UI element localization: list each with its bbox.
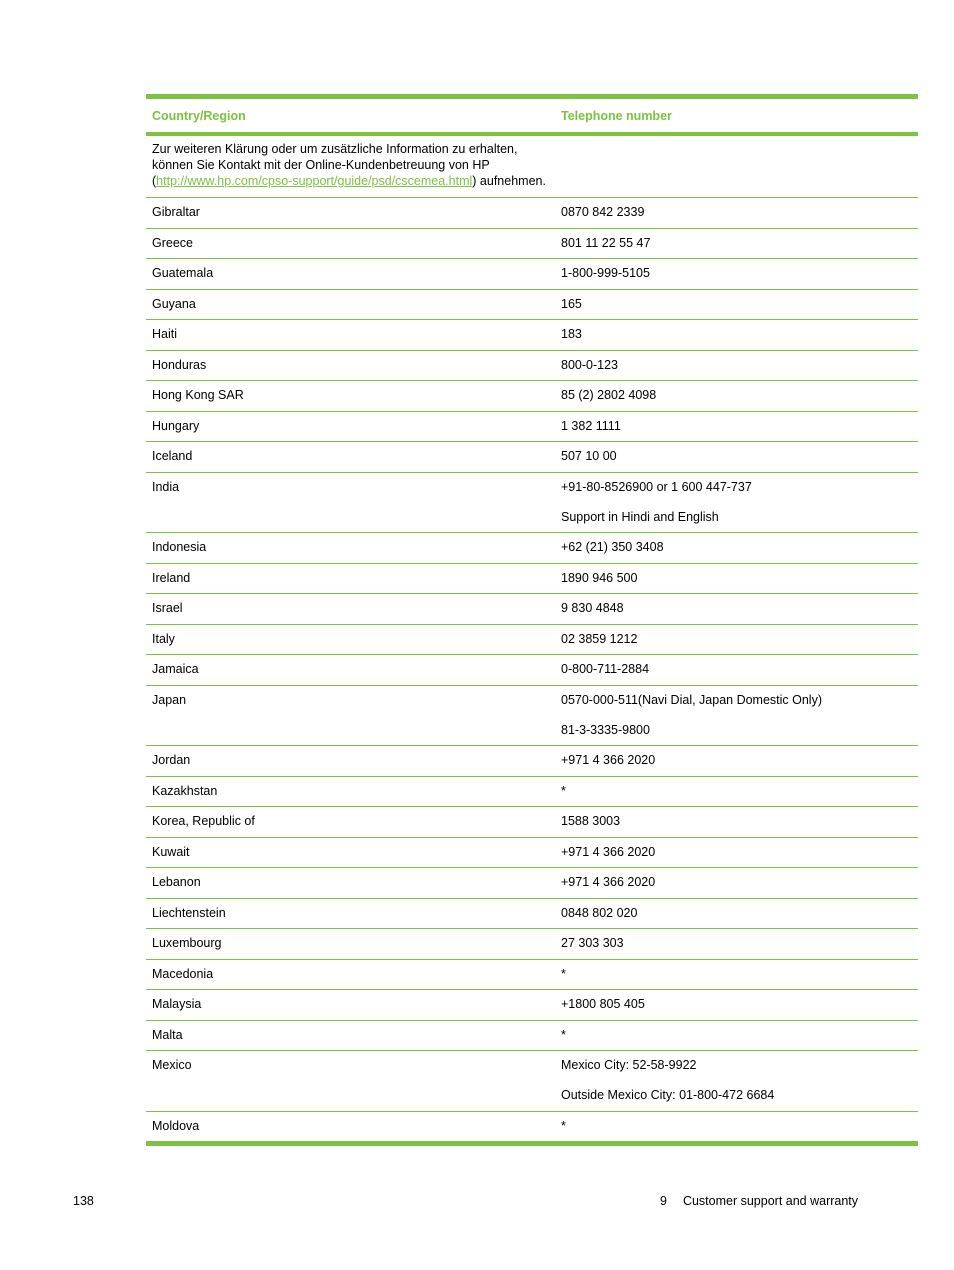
phone-cell: [555, 533, 918, 563]
country-cell: Japan: [152, 692, 187, 707]
chapter-number: 9: [660, 1194, 667, 1208]
phone-line: 507 10 00: [561, 449, 617, 463]
table-row: [146, 625, 918, 656]
support-phone-table: [146, 94, 918, 1146]
page-number: 138: [73, 1194, 94, 1208]
table-row: [146, 229, 918, 260]
phone-cell: [555, 807, 918, 837]
phone-cell: [555, 564, 918, 594]
phone-line: +971 4 366 2020: [561, 844, 656, 859]
phone-line: Outside Mexico City: 01-800-472 6684: [561, 1088, 775, 1102]
table-row: [146, 564, 918, 595]
table-body: [146, 198, 918, 1141]
table-row: [146, 655, 918, 686]
country-cell: Mexico: [152, 1058, 192, 1072]
phone-line: +971 4 366 2020: [561, 753, 656, 767]
phone-cell: [555, 351, 918, 381]
phone-line: 165: [561, 296, 582, 311]
phone-cell: [555, 625, 918, 655]
chapter-footer: [660, 1194, 858, 1208]
phone-cell: [555, 990, 918, 1020]
country-cell: Malta: [152, 1027, 183, 1042]
table-row: [146, 807, 918, 838]
country-cell: Guyana: [152, 296, 196, 311]
phone-cell: [555, 899, 918, 929]
country-cell: India: [152, 479, 180, 494]
phone-cell: [555, 1051, 918, 1111]
country-cell: Kazakhstan: [152, 783, 218, 798]
table-row: [146, 868, 918, 899]
table-row: [146, 686, 918, 747]
phone-cell: [555, 259, 918, 289]
table-row: [146, 929, 918, 960]
phone-cell: [555, 320, 918, 350]
table-row: [146, 990, 918, 1021]
phone-cell: [555, 229, 918, 259]
phone-line: 1890 946 500: [561, 570, 638, 585]
intro-text: [146, 141, 555, 189]
phone-line: 27 303 303: [561, 936, 624, 950]
country-cell: Iceland: [152, 449, 193, 463]
header-country: Country/Region: [152, 108, 246, 123]
header-phone: Telephone number: [561, 108, 672, 123]
country-cell: Korea, Republic of: [152, 814, 255, 828]
table-row: [146, 473, 918, 534]
phone-line: 0570-000-511(Navi Dial, Japan Domestic Only): [561, 692, 822, 707]
phone-line: +971 4 366 2020: [561, 875, 656, 889]
table-row: [146, 412, 918, 443]
table-row: [146, 899, 918, 930]
table-row: [146, 381, 918, 412]
country-cell: Liechtenstein: [152, 905, 226, 920]
table-row: [146, 838, 918, 869]
phone-line: Support in Hindi and English: [561, 509, 719, 524]
phone-line: 85 (2) 2802 4098: [561, 388, 657, 402]
chapter-title: Customer support and warranty: [682, 1194, 859, 1208]
phone-cell: [555, 929, 918, 959]
country-cell: Hong Kong SAR: [152, 388, 244, 402]
table-row: [146, 320, 918, 351]
phone-cell: [555, 1021, 918, 1051]
phone-line: 1-800-999-5105: [561, 266, 650, 280]
phone-line: *: [561, 1027, 566, 1042]
country-cell: Jordan: [152, 753, 191, 767]
table-row: [146, 1021, 918, 1052]
table-bottom-rule: [146, 1141, 918, 1146]
intro-text-after: ) aufnehmen.: [472, 174, 546, 188]
table-header: [146, 99, 918, 132]
intro-text-before: Zur weiteren Klärung oder um zusätzliche Information zu erhalten, können Sie Kontakt mit der Online-Kundenbetreuung von HP (: [152, 142, 518, 188]
phone-cell: [555, 594, 918, 624]
phone-cell: [555, 686, 918, 746]
phone-line: +91-80-8526900 or 1 600 447-737: [561, 479, 752, 494]
table-row: [146, 351, 918, 382]
phone-cell: [555, 1112, 918, 1142]
country-cell: Moldova: [152, 1118, 200, 1133]
table-row: [146, 594, 918, 625]
phone-line: 801 11 22 55 47: [561, 235, 651, 250]
country-cell: Macedonia: [152, 966, 214, 981]
phone-line: *: [561, 783, 566, 798]
table-row: [146, 259, 918, 290]
country-cell: Malaysia: [152, 997, 202, 1011]
phone-line: 9 830 4848: [561, 601, 624, 615]
phone-line: +1800 805 405: [561, 997, 645, 1011]
phone-line: *: [561, 966, 566, 981]
phone-cell: [555, 746, 918, 776]
country-cell: Guatemala: [152, 266, 214, 280]
phone-line: 800-0-123: [561, 357, 618, 372]
country-cell: Kuwait: [152, 844, 190, 859]
country-cell: Lebanon: [152, 875, 201, 889]
country-cell: Israel: [152, 601, 183, 615]
phone-line: 0870 842 2339: [561, 205, 645, 219]
phone-line: 02 3859 1212: [561, 631, 638, 646]
phone-cell: [555, 442, 918, 472]
table-row: [146, 1051, 918, 1112]
table-row: [146, 746, 918, 777]
table-row: [146, 442, 918, 473]
table-row: [146, 533, 918, 564]
country-cell: Jamaica: [152, 662, 199, 676]
phone-line: 81-3-3335-9800: [561, 722, 650, 737]
country-cell: Indonesia: [152, 540, 207, 554]
table-row: [146, 777, 918, 808]
phone-line: 183: [561, 327, 582, 341]
phone-cell: [555, 960, 918, 990]
phone-cell: [555, 838, 918, 868]
table-row: [146, 1112, 918, 1142]
phone-cell: [555, 290, 918, 320]
phone-line: 1 382 1111: [561, 418, 621, 433]
phone-cell: [555, 412, 918, 442]
intro-row: [146, 136, 918, 198]
table-row: [146, 198, 918, 229]
phone-cell: [555, 381, 918, 411]
phone-cell: [555, 655, 918, 685]
country-cell: Luxembourg: [152, 936, 222, 950]
country-cell: Haiti: [152, 327, 178, 341]
country-cell: Italy: [152, 631, 175, 646]
country-cell: Honduras: [152, 357, 207, 372]
support-link[interactable]: http://www.hp.com/cpso-support/guide/psd/cscemea.html: [156, 174, 473, 188]
phone-cell: [555, 473, 918, 533]
phone-line: 0848 802 020: [561, 905, 638, 920]
phone-line: Mexico City: 52-58-9922: [561, 1058, 697, 1072]
phone-line: *: [561, 1118, 566, 1133]
phone-cell: [555, 777, 918, 807]
table-row: [146, 290, 918, 321]
country-cell: Ireland: [152, 570, 191, 585]
phone-line: 1588 3003: [561, 814, 621, 828]
country-cell: Greece: [152, 235, 193, 250]
country-cell: Gibraltar: [152, 205, 200, 219]
phone-line: +62 (21) 350 3408: [561, 540, 664, 554]
phone-cell: [555, 868, 918, 898]
table-row: [146, 960, 918, 991]
phone-line: 0-800-711-2884: [561, 662, 650, 676]
phone-cell: [555, 198, 918, 228]
country-cell: Hungary: [152, 418, 200, 433]
